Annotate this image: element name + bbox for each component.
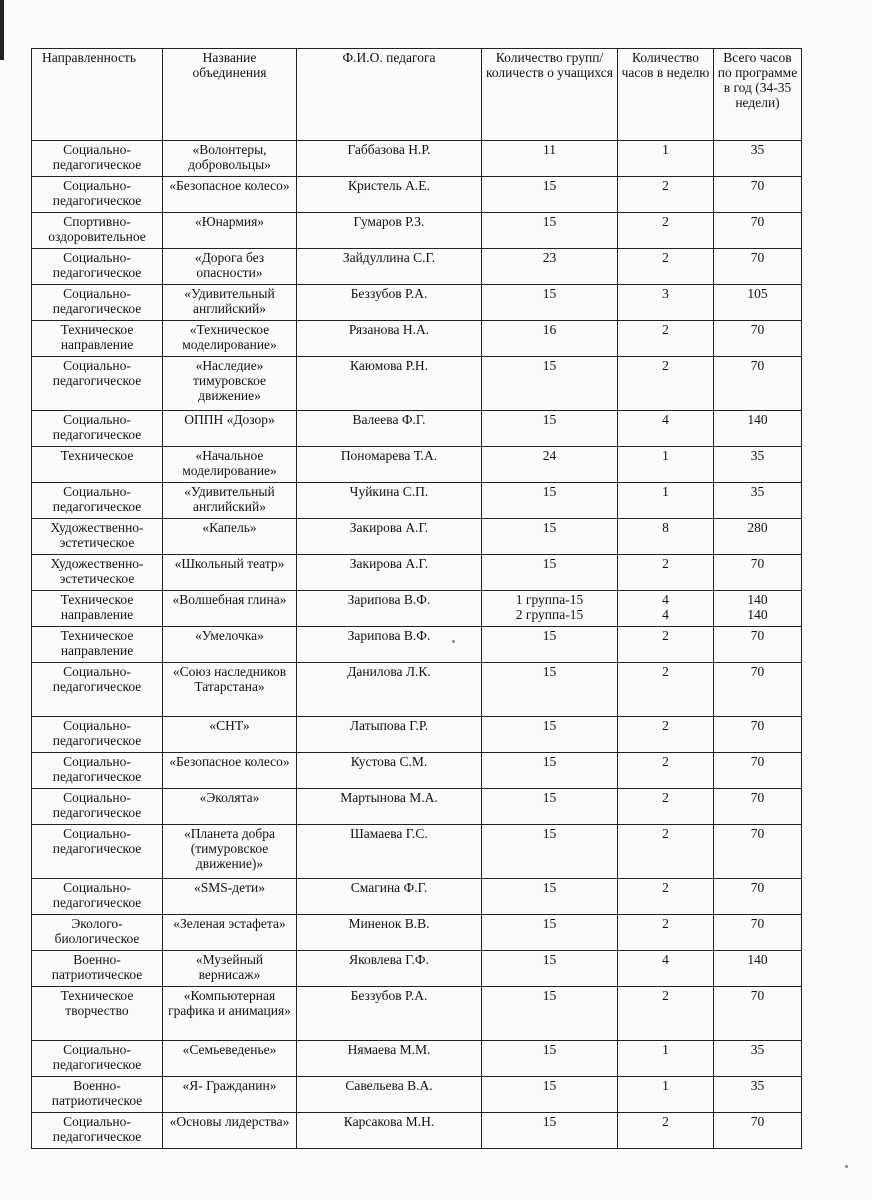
cell-hours-year: 70 [714, 555, 802, 591]
table-row [32, 177, 802, 213]
table-row [32, 951, 802, 987]
cell-hours-year: 35 [714, 447, 802, 483]
cell-hours-week: 2 [618, 825, 714, 879]
cell-hours-year: 35 [714, 1041, 802, 1077]
cell-teacher: Савельева В.А. [297, 1077, 482, 1113]
cell-direction: Эколого-биологическое [32, 915, 163, 951]
cell-hours-week: 1 [618, 1077, 714, 1113]
cell-groups-line: 1 группа-15 [515, 592, 584, 607]
cell-groups-line: 2 группа-15 [515, 607, 584, 622]
table-row [32, 627, 802, 663]
cell-hours-week: 2 [618, 249, 714, 285]
cell-hours-year: 35 [714, 141, 802, 177]
cell-groups: 15 [482, 789, 618, 825]
cell-groups: 15 [482, 663, 618, 717]
cell-teacher: Кустова С.М. [297, 753, 482, 789]
table-row [32, 321, 802, 357]
cell-hours-week: 2 [618, 987, 714, 1041]
cell-association: «Безопасное колесо» [163, 753, 297, 789]
cell-hours-year: 70 [714, 915, 802, 951]
cell-groups: 15 [482, 753, 618, 789]
cell-association: «Основы лидерства» [163, 1113, 297, 1149]
table-row [32, 141, 802, 177]
cell-groups: 15 [482, 483, 618, 519]
associations-table [31, 48, 802, 1149]
cell-groups: 15 [482, 825, 618, 879]
cell-direction: Социально-педагогическое [32, 483, 163, 519]
cell-teacher: Нямаева М.М. [297, 1041, 482, 1077]
cell-groups: 11 [482, 141, 618, 177]
cell-teacher: Зайдуллина С.Г. [297, 249, 482, 285]
cell-teacher: Латыпова Г.Р. [297, 717, 482, 753]
cell-teacher: Каюмова Р.Н. [297, 357, 482, 411]
table-row [32, 1041, 802, 1077]
cell-teacher: Данилова Л.К. [297, 663, 482, 717]
cell-hours-week: 4 [618, 951, 714, 987]
cell-hours-year: 70 [714, 717, 802, 753]
cell-teacher: Беззубов Р.А. [297, 987, 482, 1041]
cell-teacher: Мартынова М.А. [297, 789, 482, 825]
cell-teacher: Чуйкина С.П. [297, 483, 482, 519]
scan-speck [845, 1165, 848, 1168]
cell-direction: Социально-педагогическое [32, 879, 163, 915]
cell-direction: Социально-педагогическое [32, 717, 163, 753]
table-row [32, 285, 802, 321]
cell-hours-week-line: 4 [662, 592, 669, 607]
cell-groups: 15 [482, 987, 618, 1041]
cell-hours-year: 35 [714, 1077, 802, 1113]
cell-direction: Социально-педагогическое [32, 177, 163, 213]
cell-direction: Социально-педагогическое [32, 825, 163, 879]
cell-hours-year: 70 [714, 357, 802, 411]
cell-association: «Юнармия» [163, 213, 297, 249]
cell-teacher: Закирова А.Г. [297, 555, 482, 591]
cell-hours-year: 35 [714, 483, 802, 519]
cell-hours-year: 280 [714, 519, 802, 555]
cell-groups: 15 [482, 177, 618, 213]
cell-teacher: Шамаева Г.С. [297, 825, 482, 879]
cell-association: «Начальное моделирование» [163, 447, 297, 483]
cell-hours-week: 2 [618, 213, 714, 249]
cell-groups: 15 [482, 915, 618, 951]
cell-direction: Техническое [32, 447, 163, 483]
cell-groups: 15 [482, 285, 618, 321]
cell-hours-week: 2 [618, 321, 714, 357]
cell-association: «Удивительный английский» [163, 285, 297, 321]
table-row [32, 1077, 802, 1113]
cell-hours-week: 2 [618, 753, 714, 789]
cell-association: «Капель» [163, 519, 297, 555]
cell-direction: Социально-педагогическое [32, 141, 163, 177]
cell-direction: Социально-педагогическое [32, 1113, 163, 1149]
cell-hours-year: 70 [714, 663, 802, 717]
table-row [32, 1113, 802, 1149]
cell-teacher: Зарипова В.Ф. [297, 591, 482, 627]
cell-teacher: Беззубов Р.А. [297, 285, 482, 321]
cell-hours-week-line: 4 [662, 607, 669, 622]
cell-groups: 15 [482, 519, 618, 555]
cell-association: «Наследие» тимуровское движение» [163, 357, 297, 411]
cell-association: «Умелочка» [163, 627, 297, 663]
cell-association: «СНТ» [163, 717, 297, 753]
cell-teacher: Яковлева Г.Ф. [297, 951, 482, 987]
cell-association: «Зеленая эстафета» [163, 915, 297, 951]
cell-groups: 15 [482, 1041, 618, 1077]
cell-hours-year: 70 [714, 213, 802, 249]
cell-direction: Социально-педагогическое [32, 663, 163, 717]
cell-hours-year: 70 [714, 879, 802, 915]
cell-association: «Техническое моделирование» [163, 321, 297, 357]
cell-direction: Спортивно-оздоровительное [32, 213, 163, 249]
cell-groups: 15 [482, 879, 618, 915]
cell-direction: Социально-педагогическое [32, 789, 163, 825]
cell-association: «Эколята» [163, 789, 297, 825]
cell-hours-week: 2 [618, 663, 714, 717]
cell-hours-year: 105 [714, 285, 802, 321]
cell-association: «Союз наследников Татарстана» [163, 663, 297, 717]
cell-groups: 15 [482, 951, 618, 987]
table-row [32, 411, 802, 447]
table-row [32, 663, 802, 717]
cell-association: «Удивительный английский» [163, 483, 297, 519]
cell-direction: Техническое творчество [32, 987, 163, 1041]
table-row [32, 447, 802, 483]
cell-direction: Социально-педагогическое [32, 411, 163, 447]
cell-groups [482, 591, 618, 627]
cell-teacher: Смагина Ф.Г. [297, 879, 482, 915]
cell-hours-year: 70 [714, 1113, 802, 1149]
table-row [32, 249, 802, 285]
table-row [32, 789, 802, 825]
cell-hours-year: 70 [714, 627, 802, 663]
cell-hours-year-line: 140 [747, 607, 768, 622]
cell-hours-year: 70 [714, 753, 802, 789]
cell-hours-week: 2 [618, 177, 714, 213]
table-row [32, 213, 802, 249]
table-row [32, 825, 802, 879]
table-row [32, 483, 802, 519]
cell-teacher: Пономарева Т.А. [297, 447, 482, 483]
cell-hours-week: 3 [618, 285, 714, 321]
cell-direction: Художественно-эстетическое [32, 519, 163, 555]
table-row [32, 591, 802, 627]
cell-teacher: Кристель А.Е. [297, 177, 482, 213]
table-row [32, 519, 802, 555]
cell-association: «Компьютерная графика и анимация» [163, 987, 297, 1041]
cell-association: «Волшебная глина» [163, 591, 297, 627]
header-direction: Направленность [32, 49, 163, 141]
table-row [32, 555, 802, 591]
cell-association: «Дорога без опасности» [163, 249, 297, 285]
cell-association: «Я- Гражданин» [163, 1077, 297, 1113]
cell-direction: Техническое направление [32, 627, 163, 663]
cell-teacher: Рязанова Н.А. [297, 321, 482, 357]
cell-groups: 16 [482, 321, 618, 357]
table-row [32, 879, 802, 915]
cell-hours-week: 1 [618, 1041, 714, 1077]
header-hours-year: Всего часов по программе в год (34-35 недели) [714, 49, 802, 141]
cell-hours-week: 1 [618, 483, 714, 519]
cell-hours-week: 1 [618, 447, 714, 483]
scan-edge [0, 0, 4, 60]
cell-hours-week: 2 [618, 879, 714, 915]
cell-hours-week: 2 [618, 789, 714, 825]
cell-teacher: Габбазова Н.Р. [297, 141, 482, 177]
cell-hours-week: 2 [618, 1113, 714, 1149]
cell-hours-week: 8 [618, 519, 714, 555]
cell-groups: 15 [482, 1077, 618, 1113]
cell-teacher: Зарипова В.Ф. [297, 627, 482, 663]
cell-hours-year: 70 [714, 177, 802, 213]
cell-hours-week [618, 591, 714, 627]
cell-hours-week: 2 [618, 555, 714, 591]
cell-hours-week: 2 [618, 627, 714, 663]
cell-hours-year: 70 [714, 789, 802, 825]
cell-hours-week: 2 [618, 717, 714, 753]
table-row [32, 717, 802, 753]
cell-association: «Безопасное колесо» [163, 177, 297, 213]
cell-direction: Социально-педагогическое [32, 357, 163, 411]
header-association: Название объединения [163, 49, 297, 141]
header-groups: Количество групп/количеств о учащихся [482, 49, 618, 141]
header-teacher: Ф.И.О. педагога [297, 49, 482, 141]
cell-association: «Школьный театр» [163, 555, 297, 591]
cell-groups: 15 [482, 717, 618, 753]
cell-hours-year: 140 [714, 411, 802, 447]
cell-groups: 23 [482, 249, 618, 285]
cell-groups: 24 [482, 447, 618, 483]
cell-hours-year: 70 [714, 321, 802, 357]
table-row [32, 357, 802, 411]
cell-hours-year: 70 [714, 249, 802, 285]
cell-association: «SMS-дети» [163, 879, 297, 915]
cell-groups: 15 [482, 213, 618, 249]
cell-direction: Социально-педагогическое [32, 249, 163, 285]
cell-association: «Планета добра (тимуровское движение)» [163, 825, 297, 879]
cell-association: «Семьеведенье» [163, 1041, 297, 1077]
cell-direction: Техническое направление [32, 591, 163, 627]
cell-direction: Социально-педагогическое [32, 1041, 163, 1077]
cell-groups: 15 [482, 555, 618, 591]
table-row [32, 753, 802, 789]
cell-groups: 15 [482, 411, 618, 447]
cell-hours-year [714, 591, 802, 627]
cell-hours-year: 70 [714, 825, 802, 879]
cell-direction: Социально-педагогическое [32, 285, 163, 321]
cell-groups: 15 [482, 357, 618, 411]
cell-direction: Художественно-эстетическое [32, 555, 163, 591]
cell-teacher: Валеева Ф.Г. [297, 411, 482, 447]
cell-association: «Волонтеры, добровольцы» [163, 141, 297, 177]
cell-hours-week: 2 [618, 357, 714, 411]
table-row [32, 987, 802, 1041]
cell-teacher: Карсакова М.Н. [297, 1113, 482, 1149]
table-row [32, 915, 802, 951]
cell-hours-week: 2 [618, 915, 714, 951]
cell-association: ОППН «Дозор» [163, 411, 297, 447]
cell-teacher: Закирова А.Г. [297, 519, 482, 555]
cell-groups: 15 [482, 1113, 618, 1149]
cell-hours-week: 1 [618, 141, 714, 177]
cell-hours-week: 4 [618, 411, 714, 447]
cell-direction: Военно-патриотическое [32, 951, 163, 987]
cell-teacher: Гумаров Р.З. [297, 213, 482, 249]
header-hours-week: Количество часов в неделю [618, 49, 714, 141]
cell-teacher: Миненок В.В. [297, 915, 482, 951]
cell-hours-year: 70 [714, 987, 802, 1041]
cell-groups: 15 [482, 627, 618, 663]
cell-hours-year: 140 [714, 951, 802, 987]
cell-association: «Музейный вернисаж» [163, 951, 297, 987]
cell-direction: Социально-педагогическое [32, 753, 163, 789]
cell-direction: Военно-патриотическое [32, 1077, 163, 1113]
cell-direction: Техническое направление [32, 321, 163, 357]
header-row [32, 49, 802, 141]
cell-hours-year-line: 140 [747, 592, 768, 607]
